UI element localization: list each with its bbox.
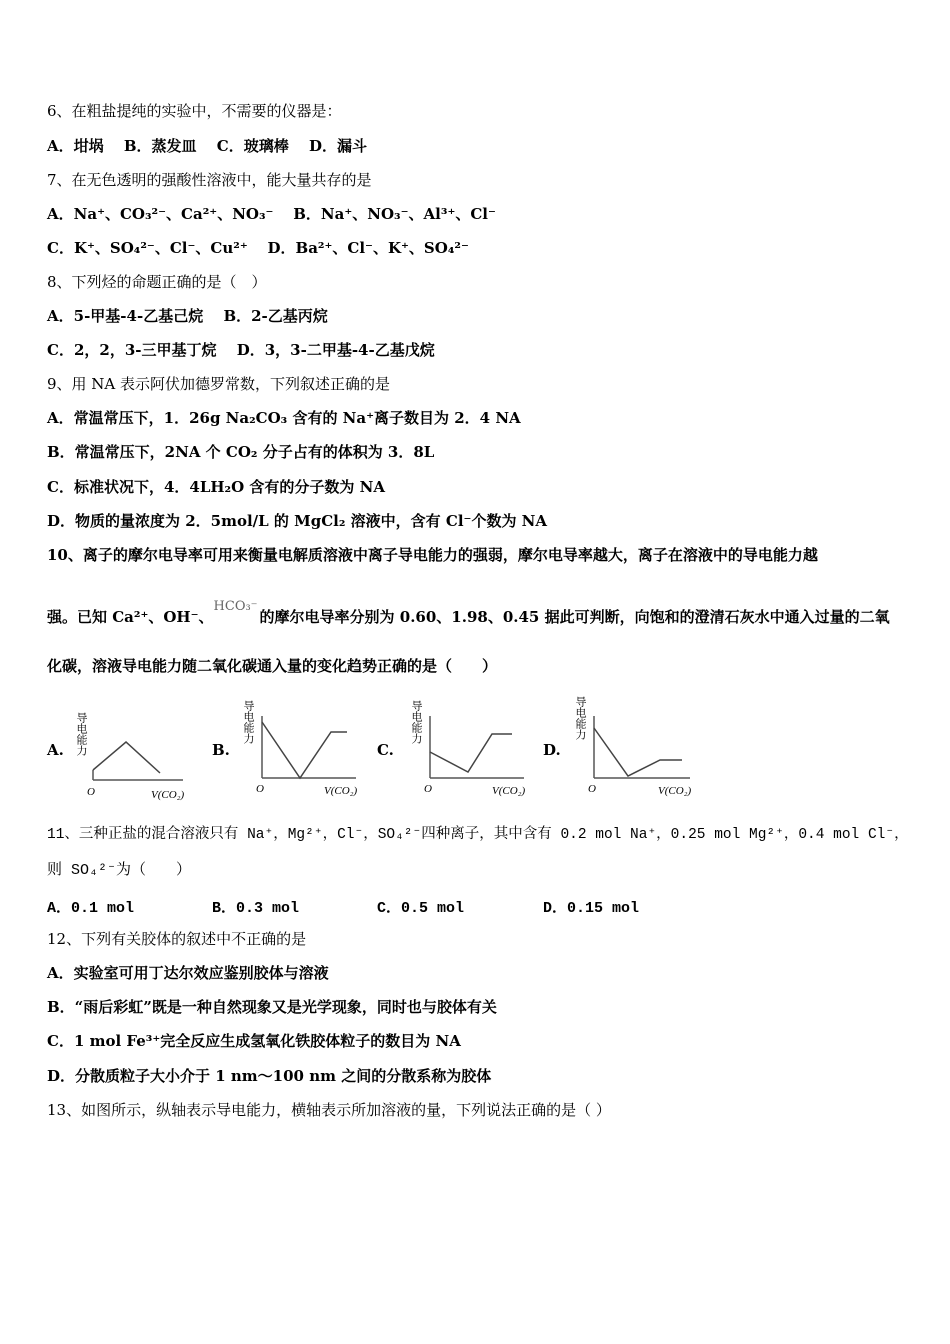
q10-line2 — [47, 599, 890, 629]
hco3-formula: HCO₃⁻ — [213, 599, 258, 614]
graph-a-ylabel: 导电能力 — [75, 712, 87, 756]
graph-c-ylabel: 导电能力 — [410, 700, 422, 744]
q9-stem: 9、用 NA 表示阿伏加德罗常数，下列叙述正确的是 — [47, 375, 391, 393]
q11-option-c: C．0.5 mol — [377, 900, 465, 917]
q6-option-b: B．蒸发皿 — [123, 137, 197, 155]
q10-line3: 化碳，溶液导电能力随二氧化碳通入量的变化趋势正确的是（ ） — [47, 657, 498, 675]
q12-option-c: C．1 mol Fe³⁺完全反应生成氢氧化铁胶体粒子的数目为 NA — [47, 1032, 461, 1050]
q12-stem: 12、下列有关胶体的叙述中不正确的是 — [47, 930, 307, 948]
graph-b-curve — [262, 722, 347, 778]
q10-line2-pre: 强。已知 Ca²⁺、OH⁻、 — [47, 608, 214, 626]
q6-stem: 6、在粗盐提纯的实验中，不需要的仪器是： — [47, 102, 342, 120]
q9-option-b: B．常温常压下，2NA 个 CO₂ 分子占有的体积为 3．8L — [47, 443, 435, 461]
q6-option-c: C．玻璃棒 — [216, 137, 289, 155]
q11-option-d: D．0.15 mol — [543, 900, 640, 917]
q7-option-c: C．K⁺、SO₄²⁻、Cl⁻、Cu²⁺ — [47, 239, 248, 257]
q8-option-c: C．2，2，3-三甲基丁烷 — [47, 341, 217, 359]
q12-option-a: A．实验室可用丁达尔效应鉴别胶体与溶液 — [47, 964, 329, 982]
q6-option-a: A．坩埚 — [47, 137, 104, 155]
graph-b-xlabel: V(CO₂) — [324, 785, 358, 797]
graph-d-ylabel: 导电能力 — [574, 696, 586, 740]
graph-d-curve — [594, 728, 682, 776]
graph-d — [576, 688, 700, 800]
q7-option-b: B．Na⁺、NO₃⁻、Al³⁺、Cl⁻ — [293, 205, 496, 223]
q6-option-d: D．漏斗 — [308, 137, 367, 155]
graph-b — [244, 692, 366, 800]
q7-stem: 7、在无色透明的强酸性溶液中，能大量共存的是 — [47, 171, 372, 189]
graph-a-label: A. — [47, 741, 64, 759]
q13-stem: 13、如图所示，纵轴表示导电能力，横轴表示所加溶液的量，下列说法正确的是（ ） — [47, 1101, 611, 1119]
graph-c-label: C. — [377, 741, 394, 759]
q11-option-a: A．0.1 mol — [47, 900, 135, 917]
graph-b-ylabel: 导电能力 — [242, 700, 254, 744]
q9-option-d: D．物质的量浓度为 2．5mol/L 的 MgCl₂ 溶液中，含有 Cl⁻个数为 NA — [47, 512, 548, 530]
q8-options-cd — [47, 340, 435, 360]
graph-c-origin: O — [424, 783, 432, 795]
graph-d-xlabel: V(CO₂) — [658, 785, 692, 797]
q7-option-a: A．Na⁺、CO₃²⁻、Ca²⁺、NO₃⁻ — [47, 205, 274, 223]
graph-d-label: D. — [543, 741, 561, 759]
graph-b-origin: O — [256, 783, 264, 795]
q7-option-d: D．Ba²⁺、Cl⁻、K⁺、SO₄²⁻ — [267, 239, 469, 257]
graph-a-xlabel: V(CO₂) — [151, 789, 185, 801]
graph-a-curve — [93, 742, 160, 773]
q7-options-cd — [47, 238, 469, 258]
q8-option-b: B．2-乙基丙烷 — [223, 307, 328, 325]
graph-c-xlabel: V(CO₂) — [492, 785, 526, 797]
q10-line1: 10、离子的摩尔电导率可用来衡量电解质溶液中离子导电能力的强弱，摩尔电导率越大，离子在溶液中的导电能力越 — [47, 546, 818, 564]
graph-a-origin: O — [87, 786, 95, 798]
q8-option-d: D．3，3-二甲基-4-乙基戊烷 — [236, 341, 435, 359]
q12-option-d: D．分散质粒子大小介于 1 nm～100 nm 之间的分散系称为胶体 — [47, 1067, 492, 1085]
q8-stem: 8、下列烃的命题正确的是（ ） — [47, 273, 267, 291]
q12-option-b: B．“雨后彩虹”既是一种自然现象又是光学现象，同时也与胶体有关 — [47, 998, 497, 1016]
q9-option-c: C．标准状况下，4．4LH₂O 含有的分子数为 NA — [47, 478, 385, 496]
q9-option-a: A．常温常压下，1．26g Na₂CO₃ 含有的 Na⁺离子数目为 2．4 NA — [47, 409, 521, 427]
graph-c — [412, 692, 534, 800]
q7-options-ab — [47, 204, 496, 224]
q11-line1: 11、三种正盐的混合溶液只有 Na⁺，Mg²⁺，Cl⁻，SO₄²⁻四种离子，其中含有 0.2 mol Na⁺，0.25 mol Mg²⁺，0.4 mol Cl⁻， — [47, 827, 909, 843]
q11-option-b: B．0.3 mol — [212, 900, 300, 917]
graph-b-label: B. — [212, 741, 230, 759]
q11-line2: 则 SO₄²⁻为（ ） — [47, 862, 192, 879]
graph-a — [75, 698, 195, 802]
q8-options-ab — [47, 306, 328, 326]
q8-option-a: A．5-甲基-4-乙基己烷 — [47, 307, 204, 325]
graph-d-origin: O — [588, 783, 596, 795]
q6-options — [47, 136, 367, 156]
q10-line2-post: 的摩尔电导率分别为 0.60、1.98、0.45 据此可判断，向饱和的澄清石灰水中通入过量的二氧 — [259, 608, 890, 626]
graph-c-curve — [430, 734, 512, 772]
